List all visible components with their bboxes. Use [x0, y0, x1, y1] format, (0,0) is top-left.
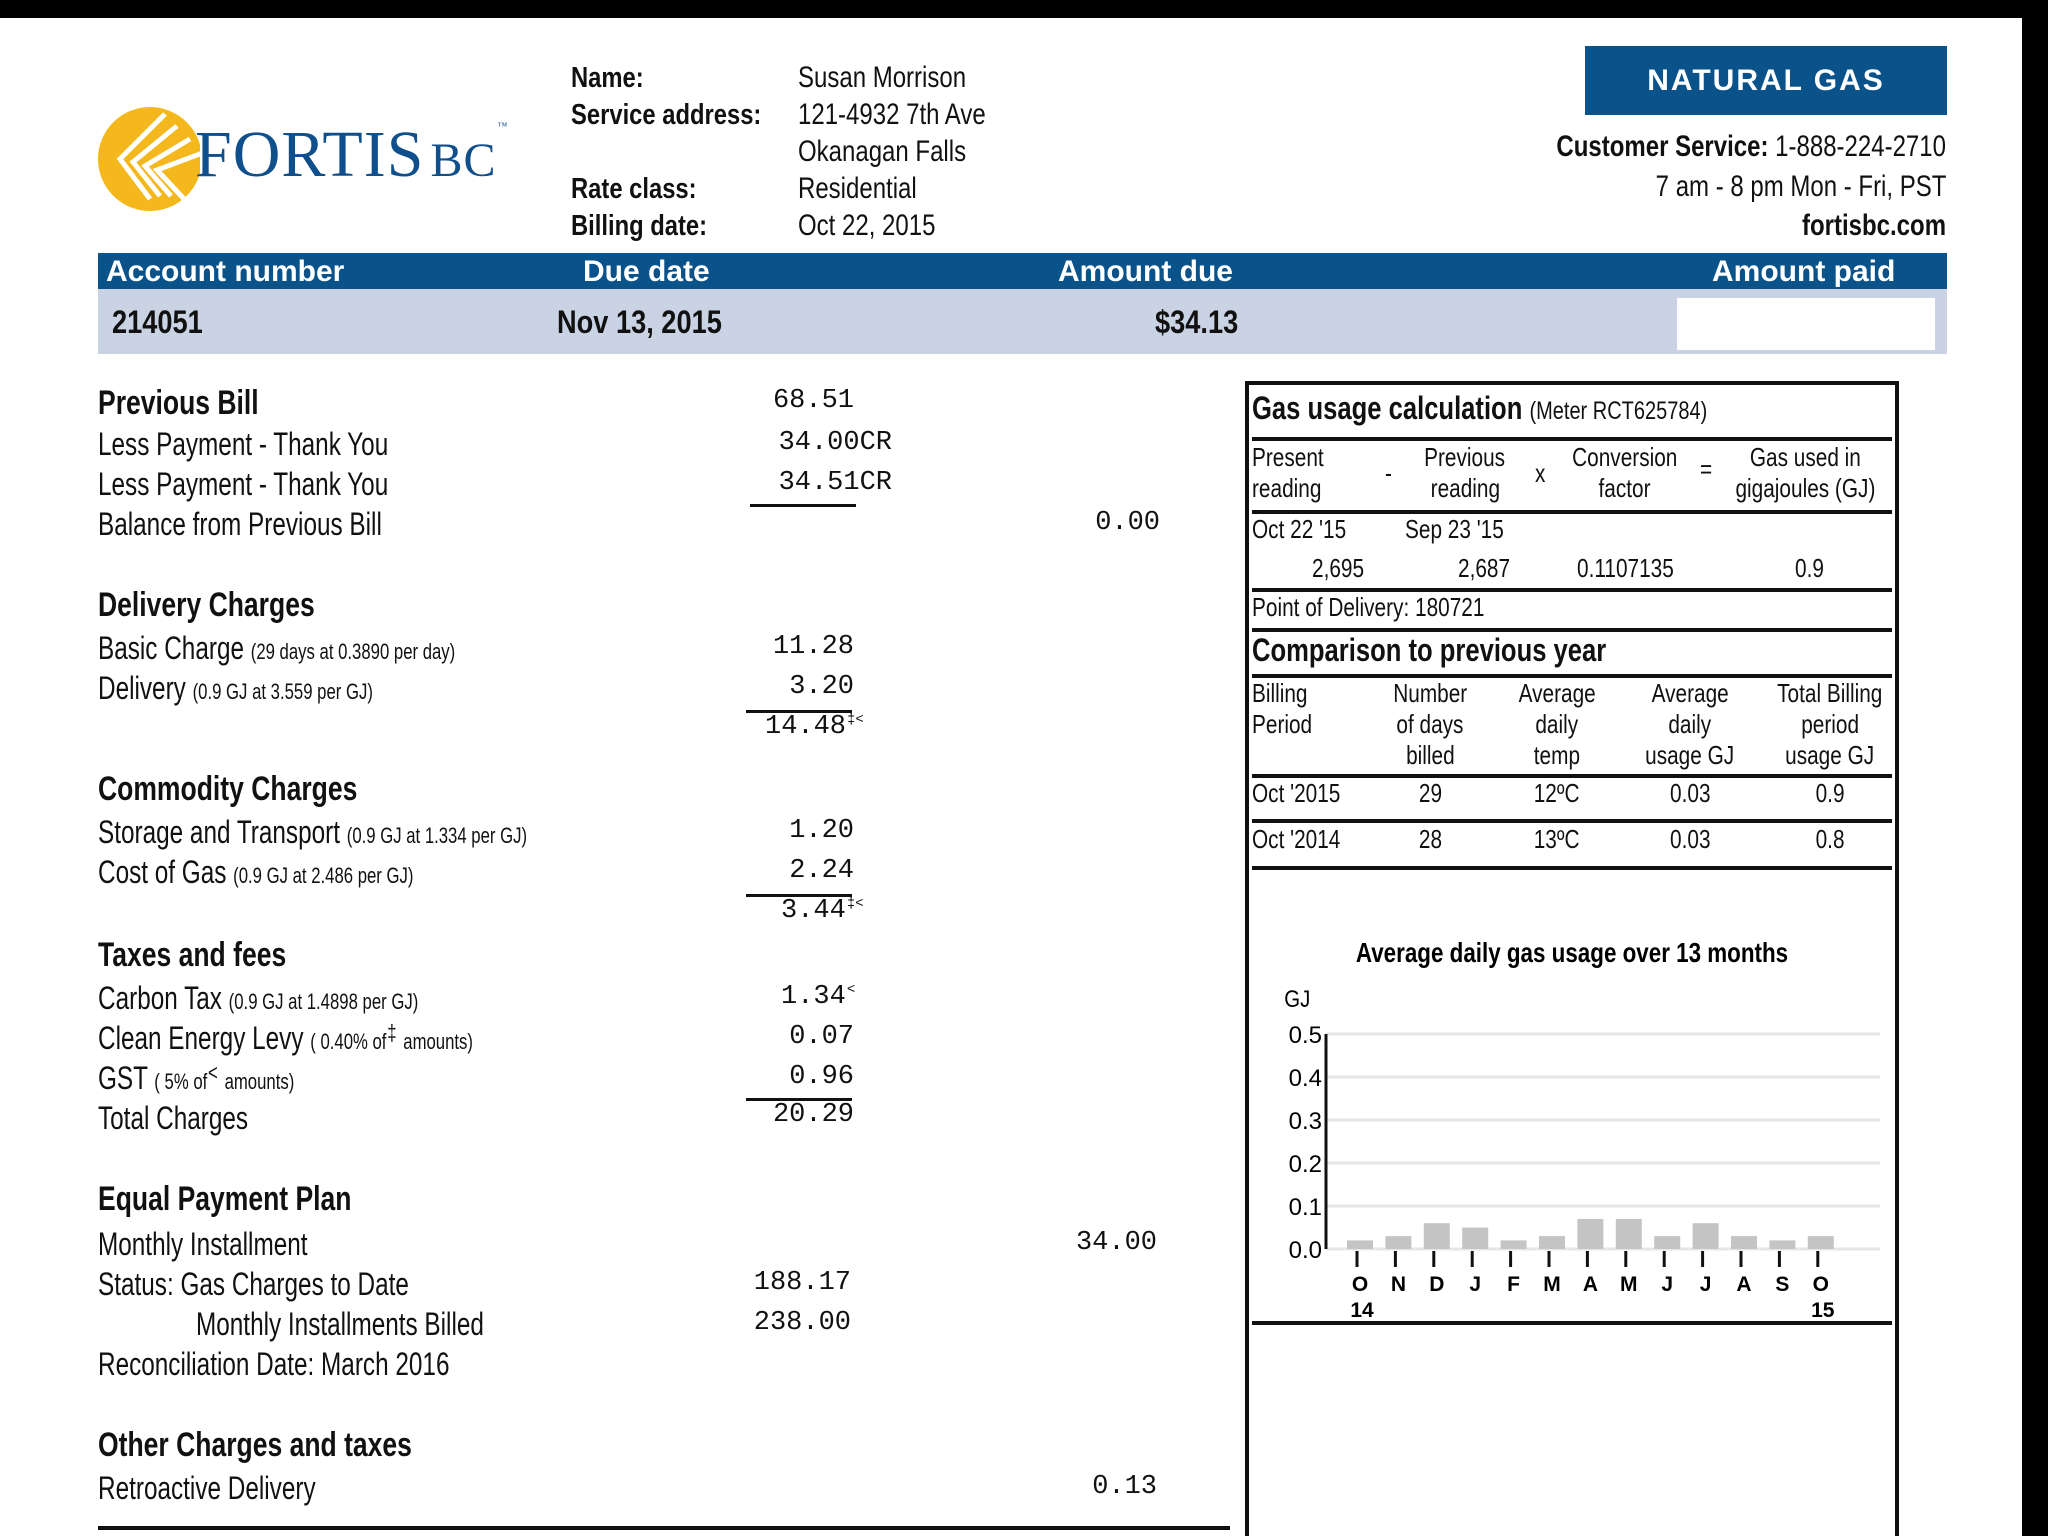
- installment-label: Monthly Installment: [98, 1226, 308, 1262]
- levy-detail-pre: ( 0.40% of: [310, 1029, 387, 1054]
- carbon-tax-value: 1.34: [781, 982, 846, 1012]
- previous-reading: 2,687: [1458, 553, 1511, 583]
- logo-wordmark: [195, 118, 509, 191]
- gst-label: GST: [98, 1060, 148, 1096]
- present-reading: 2,695: [1312, 553, 1365, 583]
- chart-bar: [1693, 1223, 1719, 1249]
- chart-bar: [1769, 1240, 1795, 1249]
- carbon-tax-detail: (0.9 GJ at 1.4898 per GJ): [228, 989, 419, 1014]
- customer-service: [1556, 130, 1946, 164]
- delivery-subtotal: [765, 712, 864, 742]
- chart-bar: [1385, 1236, 1411, 1249]
- gst-detail-pre: ( 5% of: [154, 1069, 208, 1094]
- delivery-label: Delivery: [98, 670, 186, 706]
- col-temp-1: Average: [1518, 678, 1596, 708]
- chart-y-ticks: [1289, 1022, 1322, 1264]
- row-2015-period: Oct '2015: [1252, 778, 1341, 808]
- levy-mark: ‡: [387, 1020, 397, 1045]
- fortisbc-logo-icon: [95, 104, 200, 214]
- chart-ylabel: GJ: [1284, 985, 1311, 1013]
- previous-bill-heading: Previous Bill: [98, 384, 259, 422]
- row-2015-avg-value: 0.03: [1669, 778, 1711, 808]
- col-avg-usage: [1625, 678, 1755, 771]
- divider: [1252, 1321, 1892, 1325]
- delivery-detail: (0.9 GJ at 3.559 per GJ): [192, 679, 373, 704]
- balance-label: Balance from Previous Bill: [98, 506, 382, 542]
- col-total-usage-1: Total Billing: [1777, 678, 1883, 708]
- bill-page: [0, 18, 2022, 1536]
- chart-bar: [1501, 1240, 1527, 1249]
- delivery-heading: Delivery Charges: [98, 586, 315, 624]
- retro-label: Retroactive Delivery: [98, 1470, 316, 1506]
- basic-charge-amount: 11.28: [772, 632, 854, 662]
- reconciliation-date: Reconciliation Date: March 2016: [98, 1346, 450, 1382]
- address-line2: Okanagan Falls: [798, 135, 967, 168]
- chart-bar: [1424, 1223, 1450, 1249]
- billing-date-label: Billing date:: [571, 210, 708, 242]
- chart-bar: [1731, 1236, 1757, 1249]
- usage-chart: [1252, 918, 1892, 1318]
- chart-bar: [1616, 1219, 1642, 1249]
- col-gj: [1718, 442, 1893, 504]
- installment-amount: 34.00: [1075, 1228, 1157, 1258]
- cs-phone[interactable]: 1-888-224-2710: [1775, 130, 1946, 163]
- op-times: x: [1535, 458, 1546, 488]
- row-2014-temp: [1497, 824, 1617, 855]
- chart-bar: [1539, 1236, 1565, 1249]
- cost-of-gas-amount: 2.24: [789, 856, 854, 886]
- name-label: Name:: [571, 62, 644, 94]
- col-present-2: reading: [1252, 473, 1322, 503]
- row-2014-avg: [1625, 824, 1755, 855]
- col-days-2: of days: [1396, 709, 1464, 739]
- comparison-heading: Comparison to previous year: [1252, 632, 1607, 668]
- col-previous-1: Previous: [1424, 442, 1506, 472]
- cost-of-gas-row: [98, 854, 413, 891]
- chart-x-tick-label: J: [1469, 1273, 1482, 1296]
- chart-x-tick-label: A: [1582, 1273, 1598, 1296]
- levy-row: [98, 1020, 473, 1057]
- account-header-band: [98, 253, 1947, 289]
- col-factor: [1555, 442, 1695, 504]
- op-minus: -: [1385, 458, 1392, 488]
- account-values-band: [98, 289, 1947, 354]
- basic-charge-row: [98, 630, 455, 667]
- delivery-row: [98, 670, 373, 707]
- chart-title: Average daily gas usage over 13 months: [1355, 937, 1789, 969]
- chart-x-tick-label: A: [1736, 1273, 1752, 1296]
- status-label: Status: Gas Charges to Date: [98, 1266, 409, 1302]
- row-2014-total-value: 0.8: [1815, 824, 1845, 854]
- balance-amount: 0.00: [1095, 508, 1160, 538]
- col-factor-2: factor: [1598, 473, 1652, 503]
- gj-used: 0.9: [1795, 553, 1824, 583]
- chart-year-label: 14: [1350, 1299, 1374, 1318]
- usage-calc-heading: [1252, 390, 1707, 427]
- retro-amount: 0.13: [1092, 1472, 1157, 1502]
- col-temp-3: temp: [1533, 740, 1581, 770]
- commodity-subtotal-value: 3.44: [781, 896, 846, 926]
- amount-due: $34.13: [1155, 304, 1239, 340]
- trademark: ™: [497, 121, 509, 132]
- customer-name: Susan Morrison: [798, 61, 967, 94]
- rule: [750, 504, 856, 507]
- row-2014-period: Oct '2014: [1252, 824, 1341, 854]
- chart-bar: [1808, 1236, 1834, 1249]
- op-equals: =: [1700, 454, 1713, 484]
- row-2014-days-value: 28: [1418, 824, 1442, 854]
- total-charges-amount: 20.29: [772, 1100, 854, 1130]
- chart-y-tick-label: 0.0: [1288, 1237, 1322, 1264]
- chart-y-tick-label: 0.2: [1288, 1151, 1322, 1178]
- chart-bar: [1577, 1219, 1603, 1249]
- gst-mark: <: [208, 1060, 218, 1085]
- col-avg-usage-1: Average: [1651, 678, 1729, 708]
- gst-row: [98, 1060, 294, 1097]
- commodity-heading: Commodity Charges: [98, 770, 358, 808]
- taxes-heading: Taxes and fees: [98, 936, 287, 974]
- divider: [1252, 437, 1892, 441]
- logo-text: FORTIS: [195, 118, 425, 191]
- cost-of-gas-detail: (0.9 GJ at 2.486 per GJ): [233, 863, 414, 888]
- meter-number: (Meter RCT625784): [1529, 397, 1708, 425]
- gst-detail-post: amounts): [224, 1069, 295, 1094]
- amount-paid-field[interactable]: [1677, 298, 1935, 350]
- col-gj-2: gigajoules (GJ): [1735, 473, 1876, 503]
- divider: [1252, 510, 1892, 514]
- epp-heading: Equal Payment Plan: [98, 1180, 352, 1218]
- chart-x-tick-label: F: [1507, 1273, 1521, 1296]
- chart-gridlines: [1326, 1034, 1880, 1249]
- divider: [1252, 866, 1892, 870]
- chart-x-tick-label: O: [1351, 1273, 1369, 1296]
- address-label: Service address:: [571, 99, 762, 131]
- account-number-header: Account number: [106, 255, 345, 288]
- row-2015-temp-value: 12ºC: [1534, 778, 1580, 808]
- row-2014-total: [1760, 824, 1900, 855]
- col-billing-period-2: Period: [1252, 709, 1313, 739]
- delivery-subtotal-value: 14.48: [765, 712, 847, 742]
- conversion-factor: 0.1107135: [1577, 553, 1674, 583]
- row-2014-temp-value: 13ºC: [1534, 824, 1580, 854]
- storage-amount: 1.20: [789, 816, 854, 846]
- commodity-subtotal: [781, 896, 864, 926]
- gst-amount: 0.96: [789, 1062, 854, 1092]
- cost-of-gas-label: Cost of Gas: [98, 854, 227, 890]
- col-factor-1: Conversion: [1572, 442, 1678, 472]
- chart-x-tick-label: J: [1699, 1273, 1712, 1296]
- billed-label: Monthly Installments Billed: [196, 1306, 484, 1342]
- chart-y-tick-label: 0.1: [1288, 1194, 1322, 1221]
- col-previous-2: reading: [1430, 473, 1500, 503]
- chart-bar: [1347, 1240, 1373, 1249]
- chart-bars: [1347, 1219, 1834, 1249]
- previous-bill-amount: 68.51: [772, 386, 854, 416]
- row-2015-temp: [1497, 778, 1617, 809]
- row-2014-days: [1370, 824, 1490, 855]
- levy-amount: 0.07: [789, 1022, 854, 1052]
- status-amount: 188.17: [753, 1268, 851, 1298]
- address-line1: 121-4932 7th Ave: [798, 98, 986, 131]
- chart-x-ticks: [1350, 1251, 1834, 1318]
- col-avg-usage-3: usage GJ: [1645, 740, 1735, 770]
- chart-y-tick-label: 0.5: [1288, 1022, 1322, 1049]
- col-avg-usage-2: daily: [1668, 709, 1712, 739]
- col-present-1: Present: [1252, 442, 1324, 472]
- carbon-tax-amount: [781, 982, 855, 1012]
- storage-detail: (0.9 GJ at 1.334 per GJ): [346, 823, 528, 848]
- point-of-delivery: Point of Delivery: 180721: [1252, 592, 1485, 622]
- storage-row: [98, 814, 527, 851]
- chart-x-tick-label: N: [1390, 1273, 1406, 1296]
- account-number: 214051: [112, 304, 203, 340]
- col-gj-1: Gas used in: [1750, 442, 1861, 472]
- row-2015-avg: [1625, 778, 1755, 809]
- chart-year-label: 15: [1811, 1299, 1835, 1318]
- present-date: Oct 22 '15: [1252, 514, 1347, 544]
- delivery-amount: 3.20: [789, 672, 854, 702]
- payment-2-label: Less Payment - Thank You: [98, 466, 389, 502]
- chart-x-tick-label: D: [1429, 1273, 1445, 1296]
- col-days-3: billed: [1405, 740, 1455, 770]
- chart-y-tick-label: 0.3: [1288, 1108, 1322, 1135]
- due-date: Nov 13, 2015: [557, 304, 722, 340]
- billing-date: Oct 22, 2015: [798, 209, 936, 242]
- other-heading: Other Charges and taxes: [98, 1426, 412, 1464]
- bottom-rule: [98, 1526, 1230, 1530]
- total-charges-label: Total Charges: [98, 1100, 249, 1136]
- col-temp: [1497, 678, 1617, 771]
- chart-x-tick-label: M: [1620, 1273, 1638, 1296]
- cs-label: Customer Service:: [1556, 130, 1769, 163]
- usage-calc-title: Gas usage calculation: [1252, 390, 1523, 426]
- carbon-tax-row: [98, 980, 418, 1017]
- row-2014-avg-value: 0.03: [1669, 824, 1711, 854]
- chart-bar: [1654, 1236, 1680, 1249]
- due-date-header: Due date: [583, 255, 710, 288]
- col-days-1: Number: [1392, 678, 1467, 708]
- row-2015-total-value: 0.9: [1815, 778, 1845, 808]
- storage-label: Storage and Transport: [98, 814, 341, 850]
- payment-1-label: Less Payment - Thank You: [98, 426, 389, 462]
- carbon-tax-label: Carbon Tax: [98, 980, 222, 1016]
- row-2015-total: [1760, 778, 1900, 809]
- col-billing-period: [1252, 678, 1312, 740]
- chart-x-tick-label: S: [1775, 1273, 1790, 1296]
- previous-date: Sep 23 '15: [1405, 514, 1504, 544]
- rate-label: Rate class:: [571, 173, 697, 205]
- payment-1-amount: 34.00CR: [778, 428, 892, 458]
- basic-charge-detail: (29 days at 0.3890 per day): [250, 639, 456, 664]
- billed-amount: 238.00: [753, 1308, 851, 1338]
- col-days: [1370, 678, 1490, 771]
- amount-due-header: Amount due: [1058, 255, 1233, 288]
- payment-2-amount: 34.51CR: [778, 468, 892, 498]
- chart-x-tick-label: O: [1812, 1273, 1829, 1296]
- cs-hours: 7 am - 8 pm Mon - Fri, PST: [1655, 170, 1946, 203]
- chart-x-tick-label: J: [1661, 1273, 1674, 1296]
- natural-gas-badge: NATURAL GAS: [1585, 46, 1947, 115]
- logo-suffix: BC: [430, 134, 497, 187]
- row-2015-days-value: 29: [1418, 778, 1442, 808]
- chart-x-tick-label: M: [1543, 1273, 1561, 1296]
- chart-y-tick-label: 0.4: [1288, 1065, 1322, 1092]
- website-link[interactable]: fortisbc.com: [1801, 209, 1946, 242]
- col-total-usage-2: period: [1801, 709, 1859, 739]
- col-previous: [1410, 442, 1520, 504]
- col-total-usage: [1760, 678, 1900, 771]
- carbon-tax-mark: <: [846, 982, 856, 998]
- col-temp-2: daily: [1535, 709, 1579, 739]
- chart-bar: [1462, 1228, 1488, 1250]
- amount-paid-header: Amount paid: [1712, 255, 1896, 288]
- basic-charge-label: Basic Charge: [98, 630, 244, 666]
- divider: [1252, 819, 1892, 823]
- delivery-subtotal-mark: ‡<: [847, 712, 864, 728]
- levy-detail-post: amounts): [403, 1029, 473, 1054]
- col-total-usage-3: usage GJ: [1785, 740, 1875, 770]
- levy-label: Clean Energy Levy: [98, 1020, 304, 1056]
- commodity-subtotal-mark: ‡<: [846, 896, 864, 912]
- row-2015-days: [1370, 778, 1490, 809]
- col-billing-period-1: Billing: [1252, 678, 1308, 708]
- rate-class: Residential: [798, 172, 917, 205]
